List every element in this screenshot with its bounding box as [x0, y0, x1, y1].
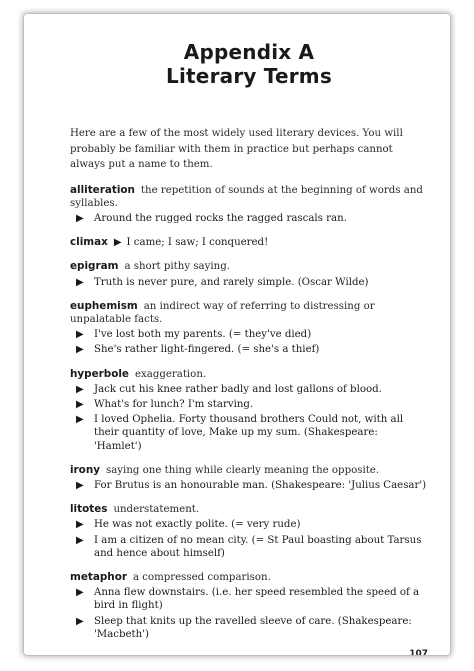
entry-litotes: [70, 503, 428, 560]
example-text: I came; I saw; I conquered!: [126, 237, 269, 249]
example-list: [70, 518, 428, 560]
example-text: I loved Ophelia. Forty thousand brothers Could not, with all their quantity of love, Make up my sum. (Shakespeare: 'Hamlet'): [94, 414, 404, 452]
entry-epigram: [70, 260, 428, 288]
page-title: [70, 40, 428, 88]
term: epigram: [70, 260, 119, 273]
arrow-icon: ▶: [76, 534, 84, 546]
example-list: [70, 383, 428, 453]
page-frame: [24, 14, 450, 655]
definition: a short pithy saying.: [124, 261, 230, 273]
example-item: [70, 328, 428, 341]
entry-alliteration: [70, 184, 428, 226]
example-text: I am a citizen of no mean city. (= St Paul boasting about Tarsus and hence about himself): [94, 534, 422, 559]
term: hyperbole: [70, 367, 129, 380]
example-item: [70, 479, 428, 492]
arrow-icon: ▶: [76, 615, 84, 627]
entry-euphemism: [70, 300, 428, 357]
example-item: [70, 518, 428, 531]
arrow-icon: ▶: [76, 344, 84, 356]
arrow-icon: ▶: [76, 329, 84, 341]
term: climax: [70, 236, 108, 249]
term: alliteration: [70, 183, 135, 196]
term: euphemism: [70, 299, 138, 312]
example-text: Anna flew downstairs. (i.e. her speed resembled the speed of a bird in flight): [94, 587, 420, 612]
arrow-icon: ▶: [76, 414, 84, 426]
entry-hyperbole: [70, 368, 428, 453]
document-page: [70, 40, 428, 643]
example-text: Truth is never pure, and rarely simple. (Oscar Wilde): [94, 276, 369, 288]
arrow-icon: ▶: [113, 237, 122, 249]
example-text: For Brutus is an honourable man. (Shakespeare: 'Julius Caesar'): [94, 479, 427, 491]
example-item: [70, 276, 428, 289]
example-text: She's rather light-fingered. (= she's a thief): [94, 344, 320, 356]
definition: saying one thing while clearly meaning the opposite.: [106, 464, 380, 476]
entry-climax: [70, 236, 428, 249]
term: litotes: [70, 503, 108, 516]
example-item: [70, 212, 428, 225]
example-text: He was not exactly polite. (= very rude): [94, 519, 301, 531]
term: metaphor: [70, 570, 127, 583]
example-list: [70, 276, 428, 289]
entry-irony: [70, 464, 428, 492]
example-list: [70, 479, 428, 492]
definition: an indirect way of referring to distressing or unpalatable facts.: [70, 300, 375, 325]
example-item: [70, 534, 428, 560]
entry-metaphor: [70, 571, 428, 641]
definition: the repetition of sounds at the beginning of words and syllables.: [70, 184, 423, 209]
example-list: [70, 328, 428, 356]
intro-paragraph: Here are a few of the most widely used literary devices. You will probably be familiar with them in practice but perhaps cannot always put a name to them.: [70, 128, 403, 170]
definition: understatement.: [113, 504, 200, 516]
definition: a compressed comparison.: [132, 571, 271, 583]
definition: exaggeration.: [134, 368, 207, 380]
title-line-1: Appendix A: [183, 40, 315, 64]
arrow-icon: ▶: [76, 383, 84, 395]
page-number: 107: [409, 649, 428, 655]
arrow-icon: ▶: [76, 479, 84, 491]
example-item: [70, 615, 428, 641]
arrow-icon: ▶: [76, 212, 84, 224]
term: irony: [70, 463, 100, 476]
example-item: [70, 398, 428, 411]
example-item: [70, 343, 428, 356]
arrow-icon: ▶: [76, 519, 84, 531]
arrow-icon: ▶: [76, 587, 84, 599]
example-text: I've lost both my parents. (= they've died): [94, 329, 312, 341]
example-text: Around the rugged rocks the ragged rascals ran.: [94, 212, 347, 224]
example-item: [70, 383, 428, 396]
title-line-2: Literary Terms: [166, 64, 332, 88]
example-text: Jack cut his knee rather badly and lost gallons of blood.: [94, 383, 382, 395]
example-item: [70, 413, 428, 453]
example-text: What's for lunch? I'm starving.: [94, 398, 254, 410]
example-text: Sleep that knits up the ravelled sleeve of care. (Shakespeare: 'Macbeth'): [94, 615, 412, 640]
arrow-icon: ▶: [76, 276, 84, 288]
example-list: [70, 212, 428, 225]
arrow-icon: ▶: [76, 398, 84, 410]
example-list: [70, 586, 428, 641]
example-item: [70, 586, 428, 612]
